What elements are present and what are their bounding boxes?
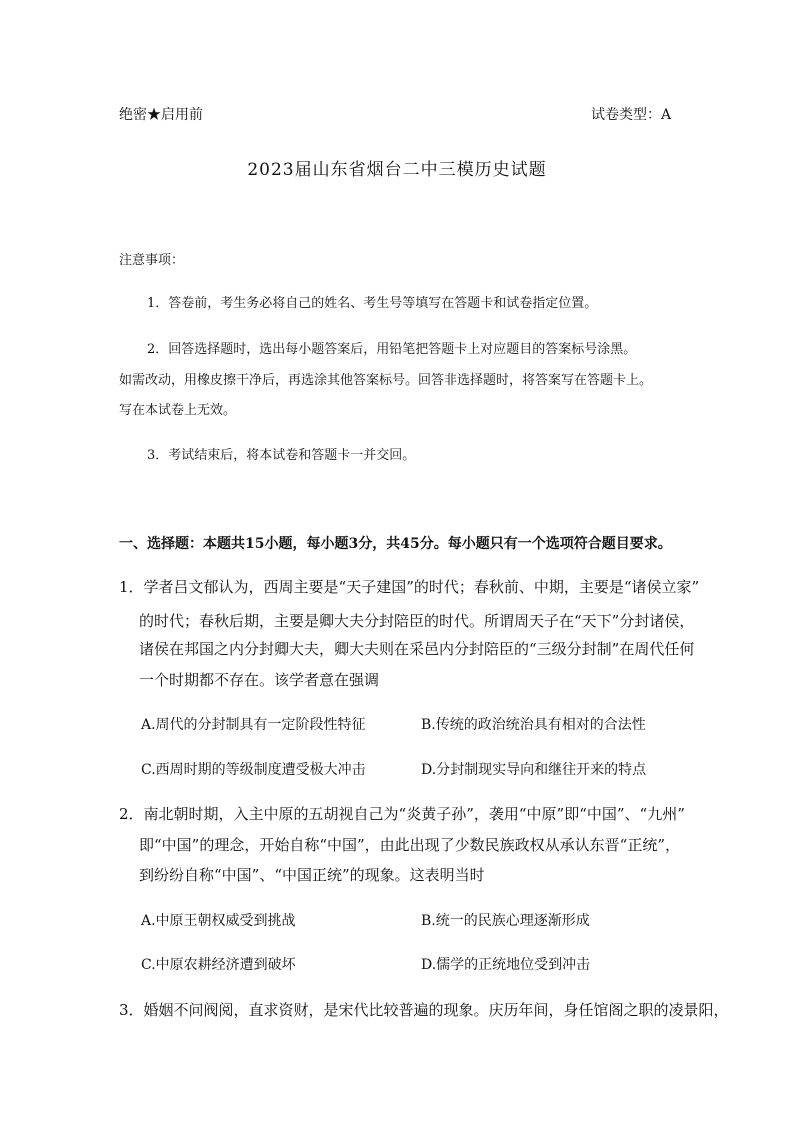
- question-2-line-2: 即“中国”的理念，开始自称“中国”，由此出现了少数民族政权从承认东晋“正统”，: [139, 836, 681, 854]
- question-2-option-c: C.中原农耕经济遭到破坏: [141, 957, 296, 973]
- notice-item-2-line-2: 如需改动，用橡皮擦干净后，再选涂其他答案标号。回答非选择题时，将答案写在答题卡上。: [119, 373, 653, 388]
- question-2-line-3: 到纷纷自称“中国”、“中国正统”的现象。这表明当时: [139, 866, 485, 884]
- question-1-option-a: A.周代的分封制具有一定阶段性特征: [141, 717, 366, 733]
- paper-type-label: 试卷类型：A: [591, 107, 672, 123]
- notice-item-2-line-3: 写在本试卷上无效。: [119, 403, 237, 418]
- question-1-line-2: 的时代；春秋后期，主要是卿大夫分封陪臣的时代。所谓周天子在“天下”分封诸侯，: [139, 612, 695, 630]
- question-1-line-1: 1．学者吕文郁认为，西周主要是“天子建国”的时代；春秋前、中期，主要是“诸侯立家”: [119, 578, 700, 596]
- exam-title: 2023届山东省烟台二中三模历史试题: [247, 160, 547, 180]
- question-1-option-c: C.西周时期的等级制度遭受极大冲击: [141, 762, 366, 778]
- question-1-option-d: D.分封制现实导向和继往开来的特点: [421, 762, 647, 778]
- question-1-line-3: 诸侯在邦国之内分封卿大夫，卿大夫则在采邑内分封陪臣的“三级分封制”在周代任何: [139, 640, 695, 658]
- confidential-label: 绝密★启用前: [119, 107, 203, 123]
- section-heading: 一、选择题：本题共15小题，每小题3分，共45分。每小题只有一个选项符合题目要求。: [119, 536, 672, 552]
- notice-item-1: 1．答卷前，考生务必将自己的姓名、考生号等填写在答题卡和试卷指定位置。: [147, 296, 598, 311]
- question-2-option-d: D.儒学的正统地位受到冲击: [421, 957, 591, 973]
- notice-item-2-line-1: 2．回答选择题时，选出每小题答案后，用铅笔把答题卡上对应题目的答案标号涂黑。: [147, 342, 637, 357]
- notice-item-3: 3．考试结束后，将本试卷和答题卡一并交回。: [147, 448, 416, 463]
- question-2-option-b: B.统一的民族心理逐渐形成: [421, 913, 590, 929]
- notice-heading: 注意事项：: [119, 253, 185, 268]
- question-3-line-1: 3．婚姻不问阀阅，直求资财，是宋代比较普遍的现象。庆历年间，身任馆阁之职的凌景阳，: [119, 1001, 729, 1019]
- question-2-option-a: A.中原王朝权威受到挑战: [141, 913, 296, 929]
- question-1-line-4: 一个时期都不存在。该学者意在强调: [139, 671, 380, 689]
- question-2-line-1: 2．南北朝时期，入主中原的五胡视自己为“炎黄子孙”，袭用“中原”即“中国”、“九州”: [119, 805, 685, 823]
- question-1-option-b: B.传统的政治统治具有相对的合法性: [421, 717, 646, 733]
